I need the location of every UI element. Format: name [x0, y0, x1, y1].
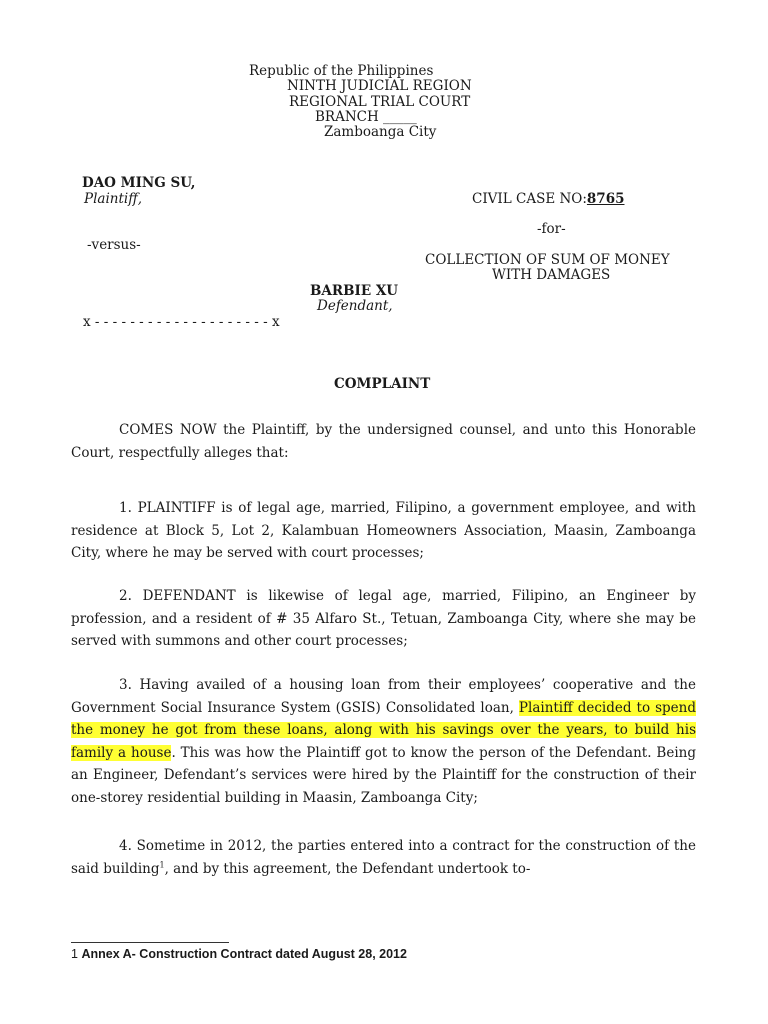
header-region: NINTH JUDICIAL REGION	[287, 78, 472, 94]
header-republic: Republic of the Philippines	[249, 63, 434, 79]
paragraph-1: 1. PLAINTIFF is of legal age, married, Filipino, a government employee, and with residence at Block 5, Lot 2, Kalambuan Homeowners Association, Maasin, Zamboanga City, where he may be served with court processes;	[71, 500, 696, 561]
paragraph-3	[71, 674, 696, 809]
paragraph-3-start: 3. Having availed of a housing loan from their employees’ cooperative and the Government Social Insurance System (GSIS) Consolidated loan,	[71, 677, 696, 716]
civil-case-line	[472, 191, 624, 207]
nature-line-1: COLLECTION OF SUM OF MONEY	[425, 252, 670, 268]
paragraph-4-end: , and by this agreement, the Defendant undertook to-	[164, 860, 531, 877]
plaintiff-role: Plaintiff,	[84, 191, 143, 207]
footnote-separator	[71, 942, 229, 943]
footnote	[71, 947, 407, 961]
footnote-text: Annex A- Construction Contract dated August 28, 2012	[81, 947, 407, 961]
civil-case-number: 8765	[586, 191, 625, 207]
defendant-role: Defendant,	[317, 298, 393, 314]
header-city: Zamboanga City	[324, 124, 437, 140]
paragraph-3-end: . This was how the Plaintiff got to know the person of the Defendant. Being an Engineer, Defendant’s services were hired by the Plaintiff for the construction of their one-storey residential building in Maasin, Zamboanga City;	[71, 744, 696, 806]
versus-label: -versus-	[87, 237, 141, 253]
footnote-number: 1	[71, 947, 78, 961]
for-label: -for-	[537, 221, 566, 237]
footnote-reference: 1	[159, 860, 165, 869]
defendant-name: BARBIE XU	[310, 283, 399, 299]
paragraph-4	[71, 835, 696, 880]
paragraph-3-highlight: Plaintiff decided to spend the money he got from these loans, along with his savings over the years, to build his family a house	[71, 699, 696, 761]
intro-paragraph: COMES NOW the Plaintiff, by the undersigned counsel, and unto this Honorable Court, respectfully alleges that:	[71, 422, 696, 461]
paragraph-2: 2. DEFENDANT is likewise of legal age, married, Filipino, an Engineer by profession, and a resident of # 35 Alfaro St., Tetuan, Zamboanga City, where she may be served with summons and other court processes;	[71, 588, 696, 649]
paragraph-4-start: 4. Sometime in 2012, the parties entered into a contract for the construction of the said building	[71, 838, 696, 877]
plaintiff-name: DAO MING SU,	[82, 175, 196, 191]
caption-divider: x - - - - - - - - - - - - - - - - - - - - x	[83, 314, 280, 330]
document-title: COMPLAINT	[334, 376, 431, 392]
nature-line-2: WITH DAMAGES	[492, 267, 611, 283]
civil-case-label: CIVIL CASE NO:	[472, 191, 587, 207]
header-branch: BRANCH _____	[315, 109, 417, 125]
header-court: REGIONAL TRIAL COURT	[289, 94, 471, 110]
